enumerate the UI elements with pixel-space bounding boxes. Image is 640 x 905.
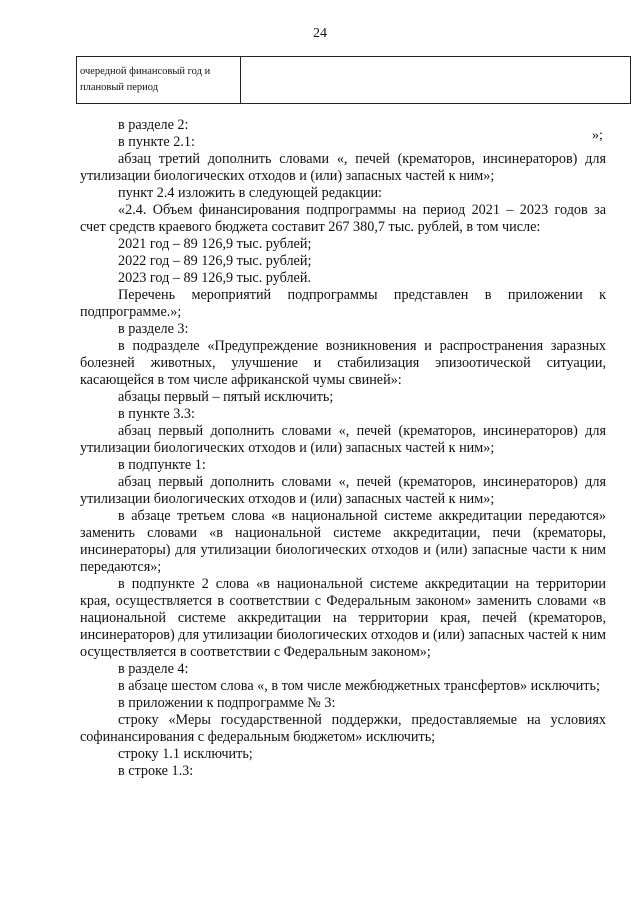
paragraph: строку «Меры государственной поддержки, предоставляемые на условиях софинансирования с федеральным бюджетом» исключить;: [80, 712, 606, 745]
paragraph: в разделе 4:: [118, 661, 189, 677]
paragraph: строку 1.1 исключить;: [118, 746, 253, 762]
paragraph: Перечень мероприятий подпрограммы представлен в приложении к подпрограмме.»;: [80, 287, 606, 320]
paragraph: абзац первый дополнить словами «, печей (крематоров, инсинераторов) для утилизации биологических отходов и (или) запасных частей к ним»;: [80, 423, 606, 456]
paragraph: 2021 год – 89 126,9 тыс. рублей;: [118, 236, 312, 252]
paragraph: в абзаце третьем слова «в национальной системе аккредитации передаются» заменить словами «в национальной системе аккредитации, печи (крематоры, инсинераторы) для утилизации биологических отходов и (или) запасные части к ним передаются»;: [80, 508, 606, 575]
paragraph: 2022 год – 89 126,9 тыс. рублей;: [118, 253, 312, 269]
paragraph: в подпункте 2 слова «в национальной системе аккредитации на территории края, осуществляется в соответствии с Федеральным законом» заменить словами «в национальной системе аккредитации на территории края, печей (крематоров, инсинераторов) для утилизации биологических отходов и (или) запасных частей к ним осуществляется в соответствии с Федеральным законом»;: [80, 576, 606, 660]
paragraph: в пункте 2.1:: [118, 134, 195, 150]
paragraph: в абзаце шестом слова «, в том числе межбюджетных трансфертов» исключить;: [118, 678, 600, 694]
paragraph: в пункте 3.3:: [118, 406, 195, 422]
paragraph: 2023 год – 89 126,9 тыс. рублей.: [118, 270, 311, 286]
page-number: 24: [313, 26, 327, 41]
paragraph: пункт 2.4 изложить в следующей редакции:: [118, 185, 382, 201]
paragraph: в приложении к подпрограмме № 3:: [118, 695, 336, 711]
paragraph: «2.4. Объем финансирования подпрограммы на период 2021 – 2023 годов за счет средств краевого бюджета составит 267 380,7 тыс. рублей, в том числе:: [80, 202, 606, 235]
paragraph: в подпункте 1:: [118, 457, 206, 473]
paragraph: в разделе 3:: [118, 321, 189, 337]
paragraph: в подразделе «Предупреждение возникновения и распространения заразных болезней животных, улучшение и стабилизация эпизоотической ситуации, касающейся в том числе африканской чумы свиней»:: [80, 338, 606, 388]
paragraph: в строке 1.3:: [118, 763, 194, 779]
paragraph: абзацы первый – пятый исключить;: [118, 389, 334, 405]
table-fragment: [76, 56, 631, 104]
paragraph: в разделе 2:: [118, 117, 189, 133]
paragraph: абзац третий дополнить словами «, печей (крематоров, инсинераторов) для утилизации биологических отходов и (или) запасных частей к ним»;: [80, 151, 606, 184]
table-cell: очередной финансовый год и плановый период: [77, 57, 241, 103]
paragraph: абзац первый дополнить словами «, печей (крематоров, инсинераторов) для утилизации биологических отходов и (или) запасных частей к ним»;: [80, 474, 606, 507]
closing-quote: »;: [592, 128, 603, 143]
document-body: [80, 117, 606, 780]
